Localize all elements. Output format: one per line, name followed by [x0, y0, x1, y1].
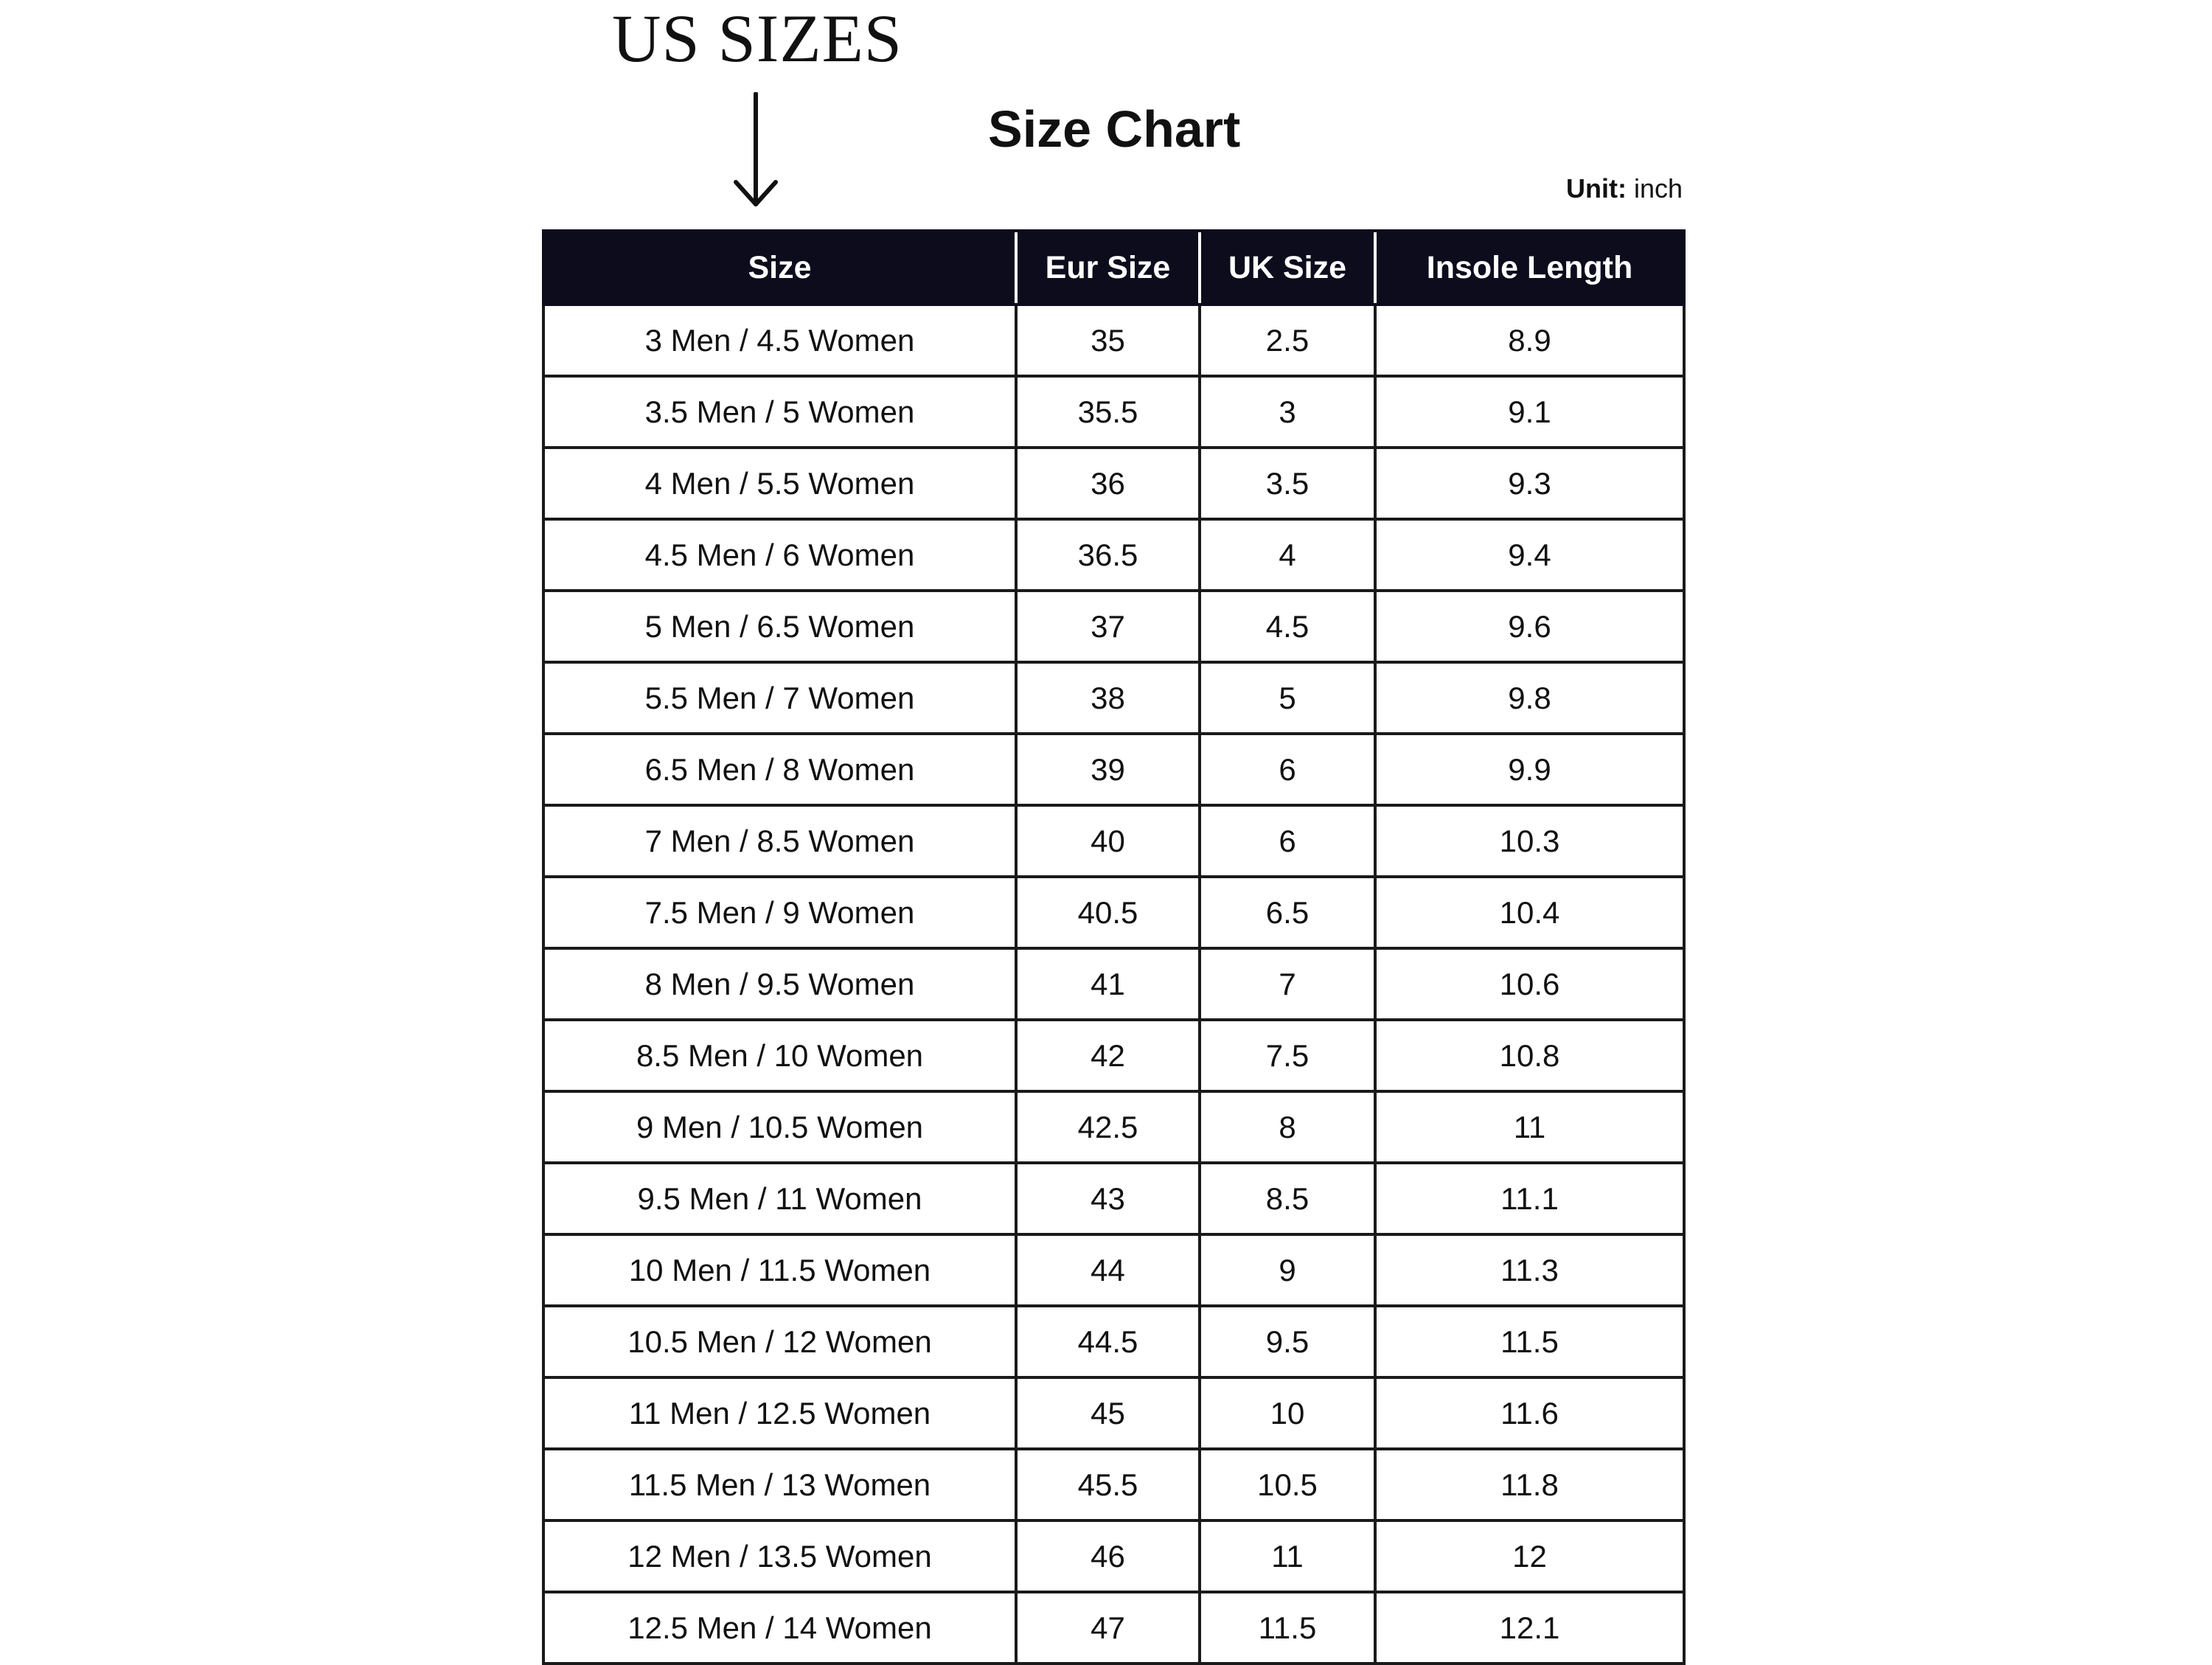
- cell-insole-length: 8.9: [1375, 305, 1684, 376]
- table-row: [543, 591, 1684, 662]
- table-row: [543, 877, 1684, 948]
- cell-uk-size: 4.5: [1200, 591, 1375, 662]
- table-row: [543, 1306, 1684, 1377]
- cell-size: 3 Men / 4.5 Women: [543, 305, 1016, 376]
- cell-size: 9 Men / 10.5 Women: [543, 1091, 1016, 1163]
- unit-value: inch: [1633, 173, 1683, 204]
- cell-size: 4.5 Men / 6 Women: [543, 519, 1016, 591]
- cell-uk-size: 6: [1200, 734, 1375, 805]
- us-sizes-annotation: US SIZES: [612, 1, 902, 76]
- cell-insole-length: 11.3: [1375, 1234, 1684, 1306]
- cell-eur-size: 36.5: [1016, 519, 1200, 591]
- cell-size: 5.5 Men / 7 Women: [543, 662, 1016, 734]
- cell-eur-size: 41: [1016, 948, 1200, 1020]
- cell-eur-size: 35.5: [1016, 376, 1200, 448]
- table-body: [543, 305, 1684, 1664]
- cell-size: 4 Men / 5.5 Women: [543, 448, 1016, 519]
- cell-uk-size: 10.5: [1200, 1449, 1375, 1520]
- table-row: [543, 662, 1684, 734]
- cell-eur-size: 45: [1016, 1377, 1200, 1449]
- cell-eur-size: 44: [1016, 1234, 1200, 1306]
- cell-uk-size: 3.5: [1200, 448, 1375, 519]
- cell-insole-length: 9.8: [1375, 662, 1684, 734]
- cell-eur-size: 38: [1016, 662, 1200, 734]
- cell-uk-size: 9: [1200, 1234, 1375, 1306]
- cell-size: 7.5 Men / 9 Women: [543, 877, 1016, 948]
- cell-uk-size: 6: [1200, 805, 1375, 877]
- cell-insole-length: 9.1: [1375, 376, 1684, 448]
- cell-uk-size: 7: [1200, 948, 1375, 1020]
- cell-uk-size: 11: [1200, 1520, 1375, 1592]
- cell-insole-length: 11.1: [1375, 1163, 1684, 1234]
- page-title: Size Chart: [988, 100, 1241, 158]
- cell-insole-length: 12.1: [1375, 1592, 1684, 1664]
- unit-label: [1566, 175, 1683, 202]
- cell-eur-size: 43: [1016, 1163, 1200, 1234]
- cell-insole-length: 11.6: [1375, 1377, 1684, 1449]
- cell-insole-length: 9.4: [1375, 519, 1684, 591]
- cell-uk-size: 6.5: [1200, 877, 1375, 948]
- table-row: [543, 1520, 1684, 1592]
- table-row: [543, 1163, 1684, 1234]
- cell-uk-size: 5: [1200, 662, 1375, 734]
- header-eur-size: Eur Size: [1016, 231, 1200, 305]
- header-insole-length: Insole Length: [1375, 231, 1684, 305]
- cell-size: 3.5 Men / 5 Women: [543, 376, 1016, 448]
- cell-insole-length: 10.8: [1375, 1020, 1684, 1091]
- cell-size: 5 Men / 6.5 Women: [543, 591, 1016, 662]
- table-row: [543, 1091, 1684, 1163]
- cell-size: 11.5 Men / 13 Women: [543, 1449, 1016, 1520]
- cell-insole-length: 9.3: [1375, 448, 1684, 519]
- table-row: [543, 376, 1684, 448]
- cell-eur-size: 40.5: [1016, 877, 1200, 948]
- cell-uk-size: 9.5: [1200, 1306, 1375, 1377]
- cell-insole-length: 10.3: [1375, 805, 1684, 877]
- cell-uk-size: 2.5: [1200, 305, 1375, 376]
- cell-insole-length: 10.6: [1375, 948, 1684, 1020]
- unit-key: Unit:: [1565, 173, 1627, 204]
- size-chart-table: [542, 229, 1686, 1665]
- table-row: [543, 519, 1684, 591]
- table-header-row: [543, 231, 1684, 305]
- table-row: [543, 1234, 1684, 1306]
- cell-insole-length: 11.5: [1375, 1306, 1684, 1377]
- cell-uk-size: 10: [1200, 1377, 1375, 1449]
- cell-size: 9.5 Men / 11 Women: [543, 1163, 1016, 1234]
- cell-insole-length: 10.4: [1375, 877, 1684, 948]
- table-row: [543, 1377, 1684, 1449]
- cell-uk-size: 8: [1200, 1091, 1375, 1163]
- cell-uk-size: 7.5: [1200, 1020, 1375, 1091]
- table-row: [543, 1020, 1684, 1091]
- cell-size: 12.5 Men / 14 Women: [543, 1592, 1016, 1664]
- table-row: [543, 805, 1684, 877]
- table-row: [543, 734, 1684, 805]
- cell-eur-size: 36: [1016, 448, 1200, 519]
- arrow-down-icon: [730, 92, 782, 210]
- cell-size: 6.5 Men / 8 Women: [543, 734, 1016, 805]
- cell-eur-size: 35: [1016, 305, 1200, 376]
- cell-size: 10.5 Men / 12 Women: [543, 1306, 1016, 1377]
- cell-insole-length: 11.8: [1375, 1449, 1684, 1520]
- cell-eur-size: 45.5: [1016, 1449, 1200, 1520]
- cell-eur-size: 40: [1016, 805, 1200, 877]
- cell-uk-size: 3: [1200, 376, 1375, 448]
- cell-insole-length: 11: [1375, 1091, 1684, 1163]
- cell-eur-size: 42.5: [1016, 1091, 1200, 1163]
- cell-uk-size: 8.5: [1200, 1163, 1375, 1234]
- cell-insole-length: 9.9: [1375, 734, 1684, 805]
- cell-insole-length: 9.6: [1375, 591, 1684, 662]
- table-row: [543, 305, 1684, 376]
- cell-size: 12 Men / 13.5 Women: [543, 1520, 1016, 1592]
- table-row: [543, 1449, 1684, 1520]
- cell-size: 10 Men / 11.5 Women: [543, 1234, 1016, 1306]
- header-size: Size: [543, 231, 1016, 305]
- cell-uk-size: 4: [1200, 519, 1375, 591]
- cell-size: 7 Men / 8.5 Women: [543, 805, 1016, 877]
- cell-eur-size: 44.5: [1016, 1306, 1200, 1377]
- cell-eur-size: 42: [1016, 1020, 1200, 1091]
- cell-insole-length: 12: [1375, 1520, 1684, 1592]
- cell-size: 11 Men / 12.5 Women: [543, 1377, 1016, 1449]
- cell-eur-size: 39: [1016, 734, 1200, 805]
- table-row: [543, 448, 1684, 519]
- cell-eur-size: 46: [1016, 1520, 1200, 1592]
- table-row: [543, 948, 1684, 1020]
- cell-size: 8.5 Men / 10 Women: [543, 1020, 1016, 1091]
- cell-size: 8 Men / 9.5 Women: [543, 948, 1016, 1020]
- cell-eur-size: 47: [1016, 1592, 1200, 1664]
- cell-uk-size: 11.5: [1200, 1592, 1375, 1664]
- table-row: [543, 1592, 1684, 1664]
- cell-eur-size: 37: [1016, 591, 1200, 662]
- header-uk-size: UK Size: [1200, 231, 1375, 305]
